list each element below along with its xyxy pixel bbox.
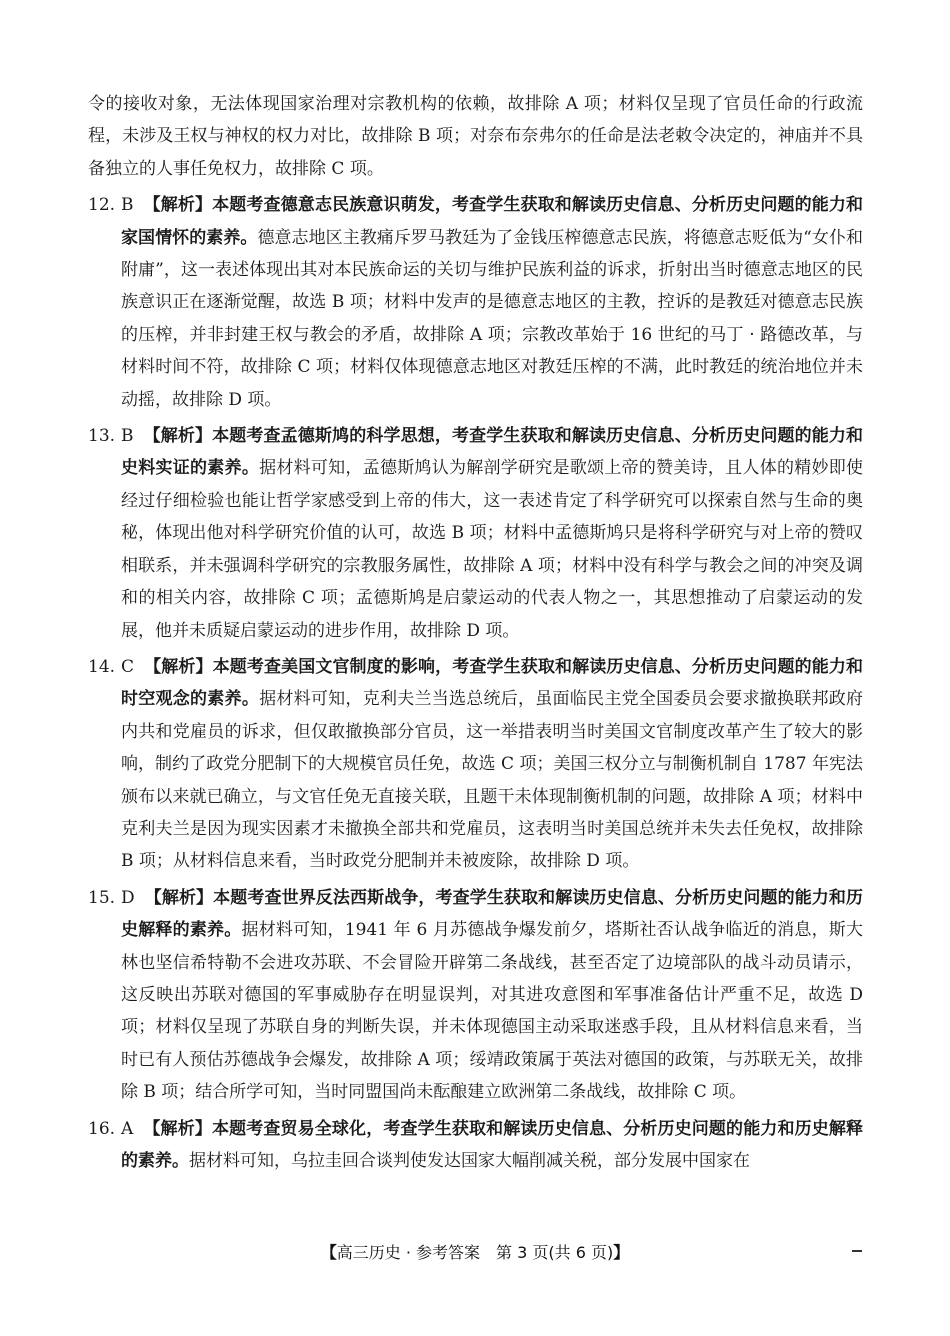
item-number: 15. — [88, 887, 116, 908]
answer-content — [88, 88, 863, 1181]
item-answer: B — [121, 195, 134, 216]
item-lead: 本题考查贸易全球化，考查学生获取和解读历史信息、分析历史问题的能力和历史解释的素养。 — [121, 1118, 864, 1171]
analysis-tag: 【解析】 — [143, 1118, 212, 1139]
item-lead: 本题考查孟德斯鸠的科学思想，考查学生获取和解读历史信息、分析历史问题的能力和史料实证的素养。 — [121, 426, 863, 479]
analysis-tag: 【解析】 — [143, 426, 213, 447]
footer-close-bracket: 】 — [613, 1243, 630, 1262]
item-answer: C — [121, 656, 135, 677]
page-footer — [0, 1240, 950, 1263]
analysis-tag: 【解析】 — [144, 887, 214, 908]
item-number: 12. — [88, 195, 116, 216]
analysis-tag: 【解析】 — [143, 195, 213, 216]
item-number: 16. — [88, 1118, 116, 1139]
answer-item-15 — [88, 882, 863, 1109]
item-lead: 本题考查德意志民族意识萌发，考查学生获取和解读历史信息、分析历史问题的能力和家国情怀的素养。 — [121, 195, 863, 248]
footer-open-bracket: 【 — [320, 1243, 337, 1262]
item-body: 德意志地区主教痛斥罗马教廷为了金钱压榨德意志民族，将德意志贬低为“女仆和附庸”，这一表述体现出其对本民族命运的关切与维护民族利益的诉求，折射出当时德意志地区的民族意识正在逐渐觉醒，故选 B 项；材料中发声的是德意志地区的主教，控诉的是教廷对德意志民族的压榨，并非封建王权与教会的矛盾，故排除 A 项；宗教改革始于 16 世纪的马丁 · 路德改革，与材料时间不符，故排除 C 项；材料仅体现德意志地区对教廷压榨的不满，此时教廷的统治地位并未动摇，故排除 D 项。 — [121, 227, 863, 410]
item-lead: 本题考查美国文官制度的影响，考查学生获取和解读历史信息、分析历史问题的能力和时空观念的素养。 — [121, 656, 863, 710]
answer-item-13 — [88, 420, 863, 647]
corner-mark — [852, 1250, 862, 1252]
item-body: 据材料可知，乌拉圭回合谈判使发达国家大幅削减关税，部分发展中国家在 — [189, 1151, 750, 1171]
answer-item-16 — [88, 1113, 863, 1178]
item-number: 13. — [88, 426, 116, 447]
footer-text: 高三历史 · 参考答案 第 3 页(共 6 页) — [336, 1243, 614, 1262]
intro-paragraph: 令的接收对象，无法体现国家治理对宗教机构的依赖，故排除 A 项；材料仅呈现了官员任命的行政流程，未涉及王权与神权的权力对比，故排除 B 项；对奈布奈弗尔的任命是法老敕令决定的，神庙并不具备独立的人事任免权力，故排除 C 项。 — [88, 94, 863, 179]
analysis-tag: 【解析】 — [144, 656, 213, 677]
item-answer: B — [121, 426, 134, 447]
item-answer: D — [121, 887, 135, 908]
item-body: 据材料可知，1941 年 6 月苏德战争爆发前夕，塔斯社否认战争临近的消息，斯大林也坚信希特勒不会进攻苏联、不会冒险开辟第二条战线，甚至否定了边境部队的战斗动员请示，这反映出苏联对德国的军事威胁存在明显误判，对其进攻意图和军事准备估计严重不足，故选 D 项；材料仅呈现了苏联自身的判断失误，并未体现德国主动采取迷惑手段，且从材料信息来看，当时已有人预估苏德战争会爆发，故排除 A 项；绥靖政策属于英法对德国的政策，与苏联无关，故排除 B 项；结合所学可知，当时同盟国尚未酝酿建立欧洲第二条战线，故排除 C 项。 — [121, 920, 864, 1103]
item-answer: A — [121, 1118, 134, 1139]
item-lead: 本题考查世界反法西斯战争，考查学生获取和解读历史信息、分析历史问题的能力和历史解释的素养。 — [121, 887, 864, 941]
answer-item-12 — [88, 189, 863, 416]
item-number: 14. — [88, 656, 116, 677]
answer-item-14 — [88, 651, 863, 878]
item-body: 据材料可知，克利夫兰当选总统后，虽面临民主党全国委员会要求撤换联邦政府内共和党雇员的诉求，但仅敢撤换部分官员，这一举措表明当时美国文官制度改革产生了较大的影响，制约了政党分肥制下的大规模官员任免，故选 C 项；美国三权分立与制衡机制自 1787 年宪法颁布以来就已确立，与文官任免无直接关联，且题干未体现制衡机制的问题，故排除 A 项；材料中克利夫兰是因为现实因素才未撤换全部共和党雇员，这表明当时美国总统并未失去任免权，故排除 B 项；从材料信息来看，当时政党分肥制并未被废除，故排除 D 项。 — [121, 689, 864, 872]
item-body: 据材料可知，孟德斯鸠认为解剖学研究是歌颂上帝的赞美诗，且人体的精妙即使经过仔细检验也能让哲学家感受到上帝的伟大，这一表述肯定了科学研究可以探索自然与生命的奥秘，体现出他对科学研究价值的认可，故选 B 项；材料中孟德斯鸠只是将科学研究与对上帝的赞叹相联系，并未强调科学研究的宗教服务属性，故排除 A 项；材料中没有科学与教会之间的冲突及调和的相关内容，故排除 C 项；孟德斯鸠是启蒙运动的代表人物之一，其思想推动了启蒙运动的发展，他并未质疑启蒙运动的进步作用，故排除 D 项。 — [121, 458, 864, 641]
